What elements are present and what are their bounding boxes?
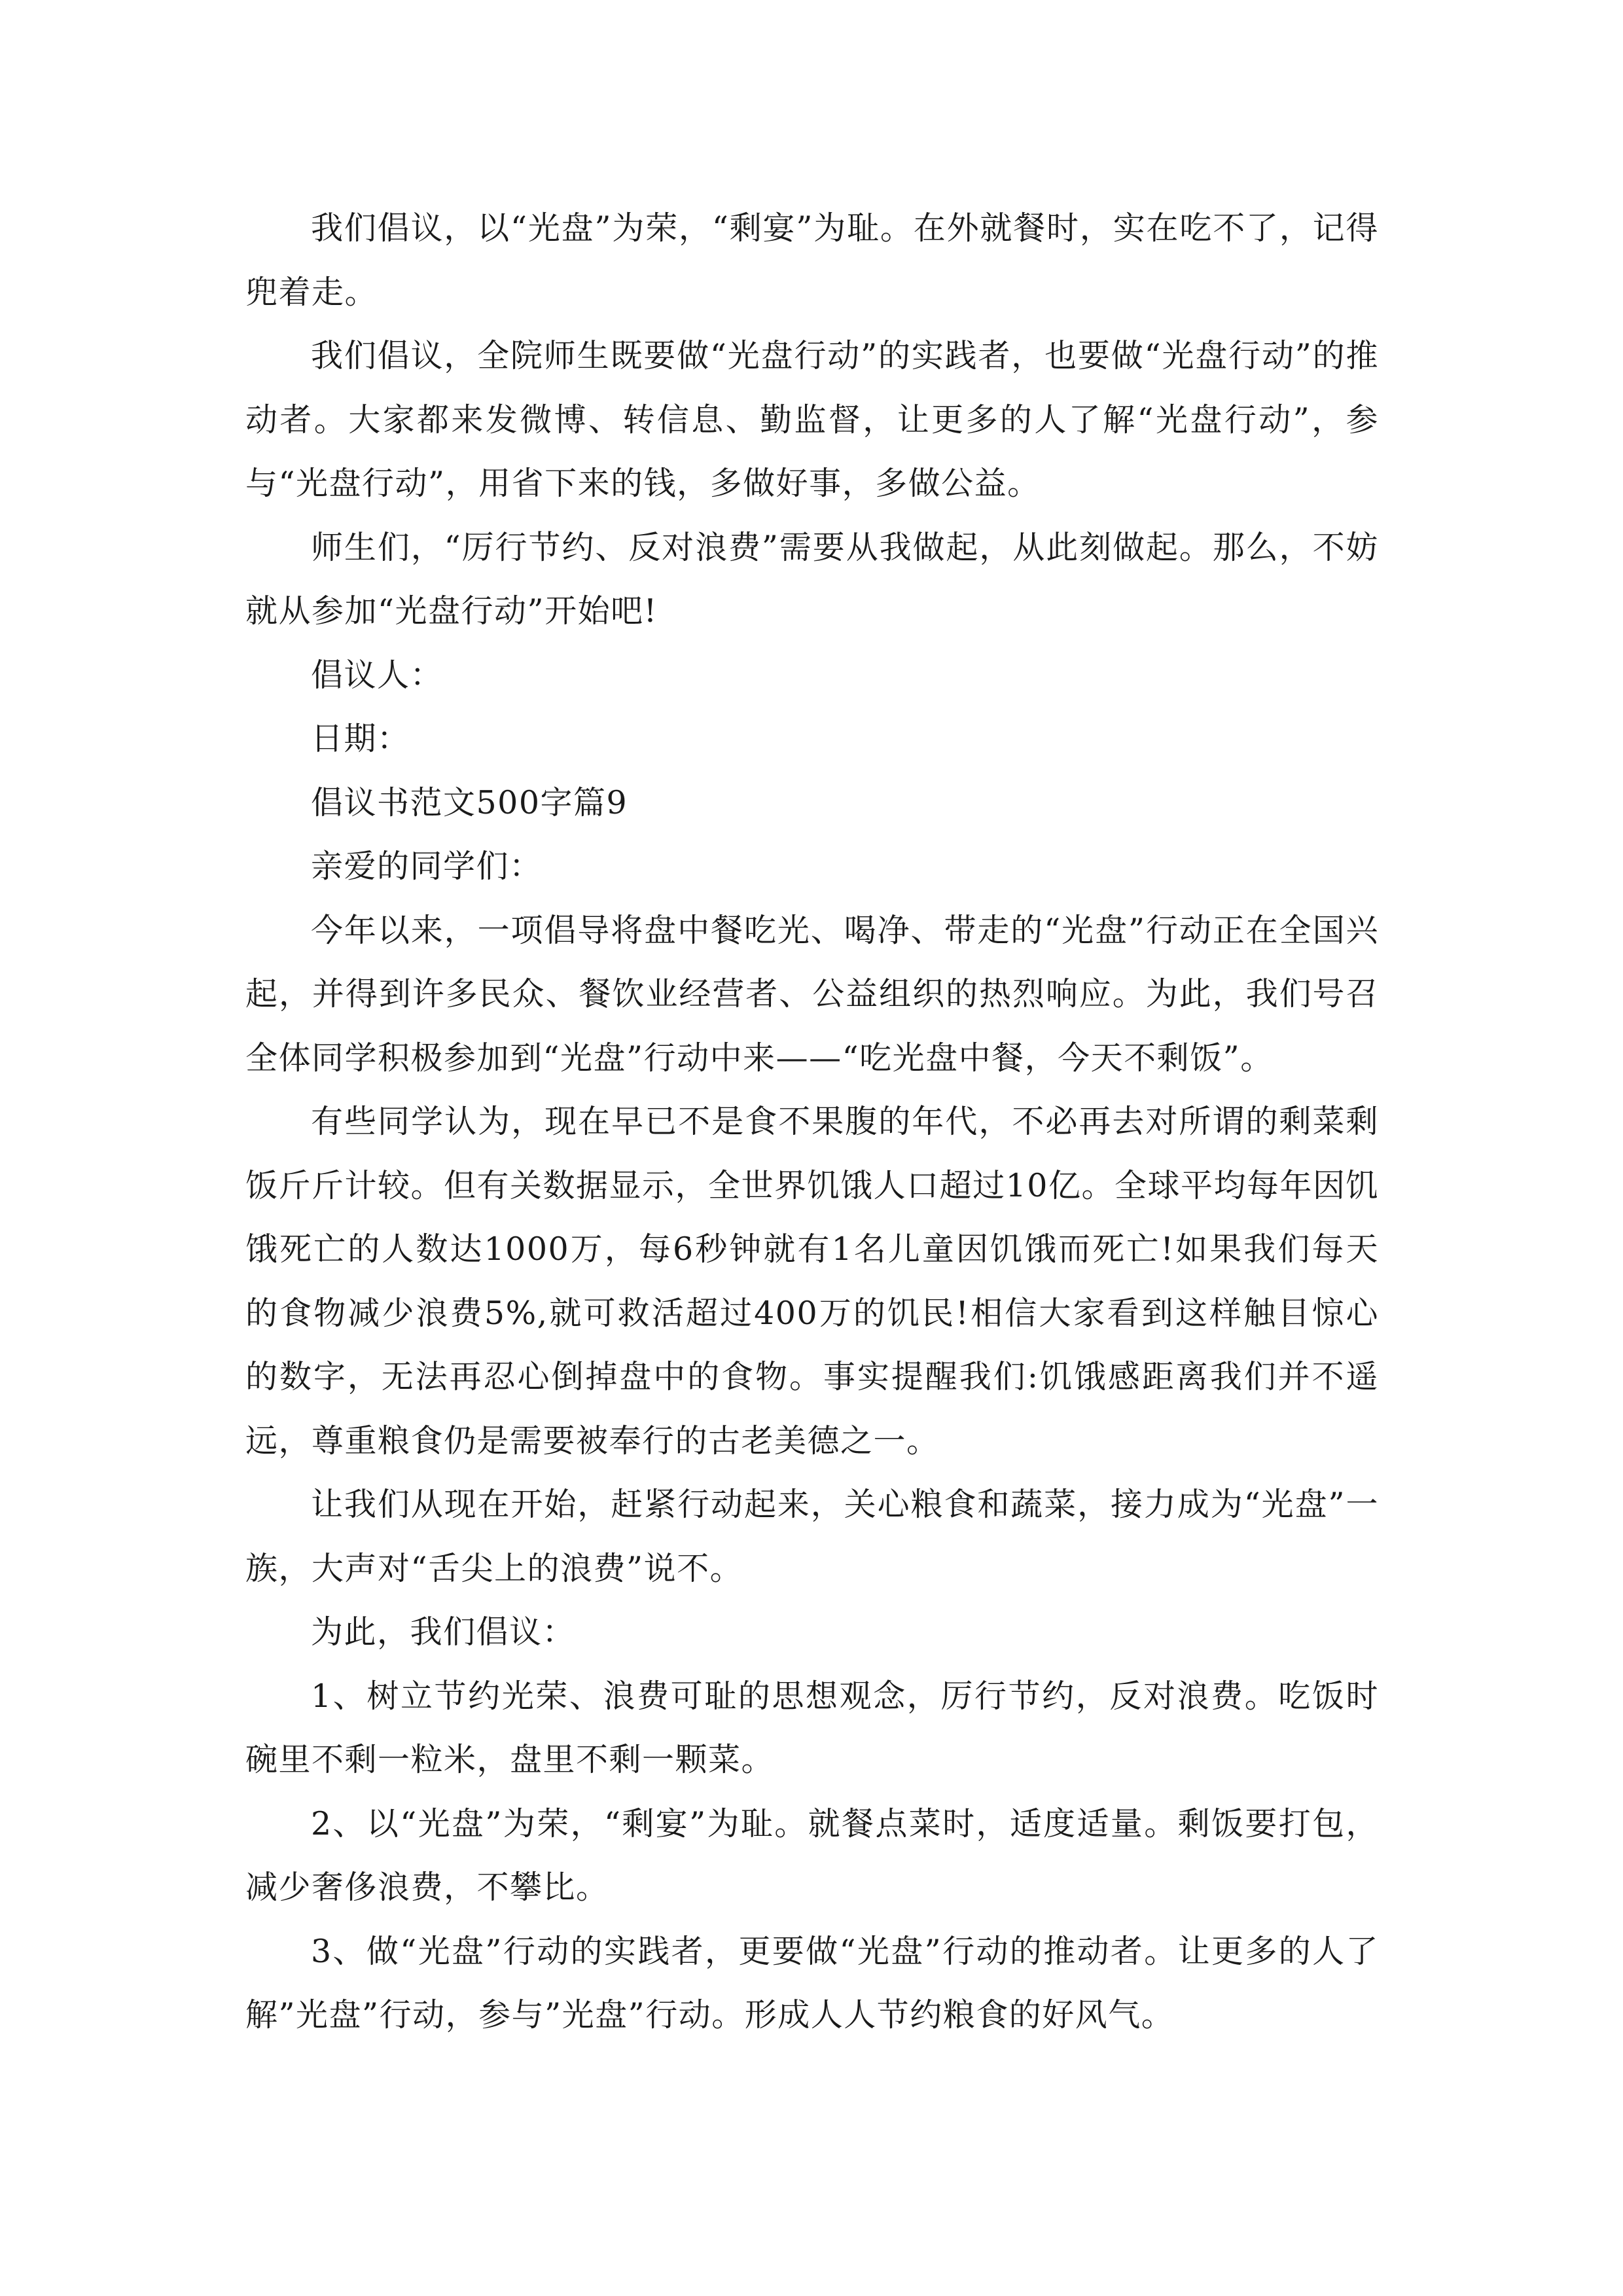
paragraph-intro: 今年以来，一项倡导将盘中餐吃光、喝净、带走的“光盘”行动正在全国兴起，并得到许多民众、餐饮业经营者、公益组织的热烈响应。为此，我们号召全体同学积极参加到“光盘”行动中来——“吃光盘中餐，今天不剩饭”。 <box>245 911 1379 1077</box>
paragraph-call-to-action: 师生们，“厉行节约、反对浪费”需要从我做起，从此刻做起。那么，不妨就从参加“光盘行动”开始吧! <box>245 528 1379 630</box>
salutation: 亲爱的同学们： <box>311 848 543 885</box>
document-body <box>245 196 1379 2047</box>
paragraph-act-now: 让我们从现在开始，赶紧行动起来，关心粮食和蔬菜，接力成为“光盘”一族，大声对“舌尖上的浪费”说不。 <box>245 1486 1379 1587</box>
paragraph-statistics: 有些同学认为，现在早已不是食不果腹的年代，不必再去对所谓的剩菜剩饭斤斤计较。但有关数据显示，全世界饥饿人口超过10亿。全球平均每年因饥饿死亡的人数达1000万，每6秒钟就有1名儿童因饥饿而死亡!如果我们每天的食物减少浪费5%,就可救活超过400万的饥民!相信大家看到这样触目惊心的数字，无法再忍心倒掉盘中的食物。事实提醒我们:饥饿感距离我们并不遥远，尊重粮食仍是需要被奉行的古老美德之一。 <box>245 1103 1379 1460</box>
section-title: 倡议书范文500字篇9 <box>311 783 628 821</box>
signature-proposer: 倡议人： <box>311 656 444 694</box>
paragraph-we-propose: 为此，我们倡议： <box>311 1613 576 1651</box>
paragraph-proposal-clean-plate: 我们倡议，以“光盘”为荣，“剩宴”为耻。在外就餐时，实在吃不了，记得兜着走。 <box>245 209 1379 311</box>
proposal-item-3: 3、做“光盘”行动的实践者，更要做“光盘”行动的推动者。让更多的人了解”光盘”行动，参与”光盘”行动。形成人人节约粮食的好风气。 <box>245 1932 1379 2034</box>
paragraph-proposal-promoters: 我们倡议，全院师生既要做“光盘行动”的实践者，也要做“光盘行动”的推动者。大家都来发微博、转信息、勤监督，让更多的人了解“光盘行动”，参与“光盘行动”，用省下来的钱，多做好事，多做公益。 <box>245 337 1379 502</box>
signature-date: 日期： <box>311 720 410 757</box>
proposal-item-2: 2、以“光盘”为荣，“剩宴”为耻。就餐点菜时，适度适量。剩饭要打包，减少奢侈浪费，不攀比。 <box>245 1804 1379 1906</box>
proposal-item-1: 1、树立节约光荣、浪费可耻的思想观念，厉行节约，反对浪费。吃饭时碗里不剩一粒米，盘里不剩一颗菜。 <box>245 1677 1379 1778</box>
